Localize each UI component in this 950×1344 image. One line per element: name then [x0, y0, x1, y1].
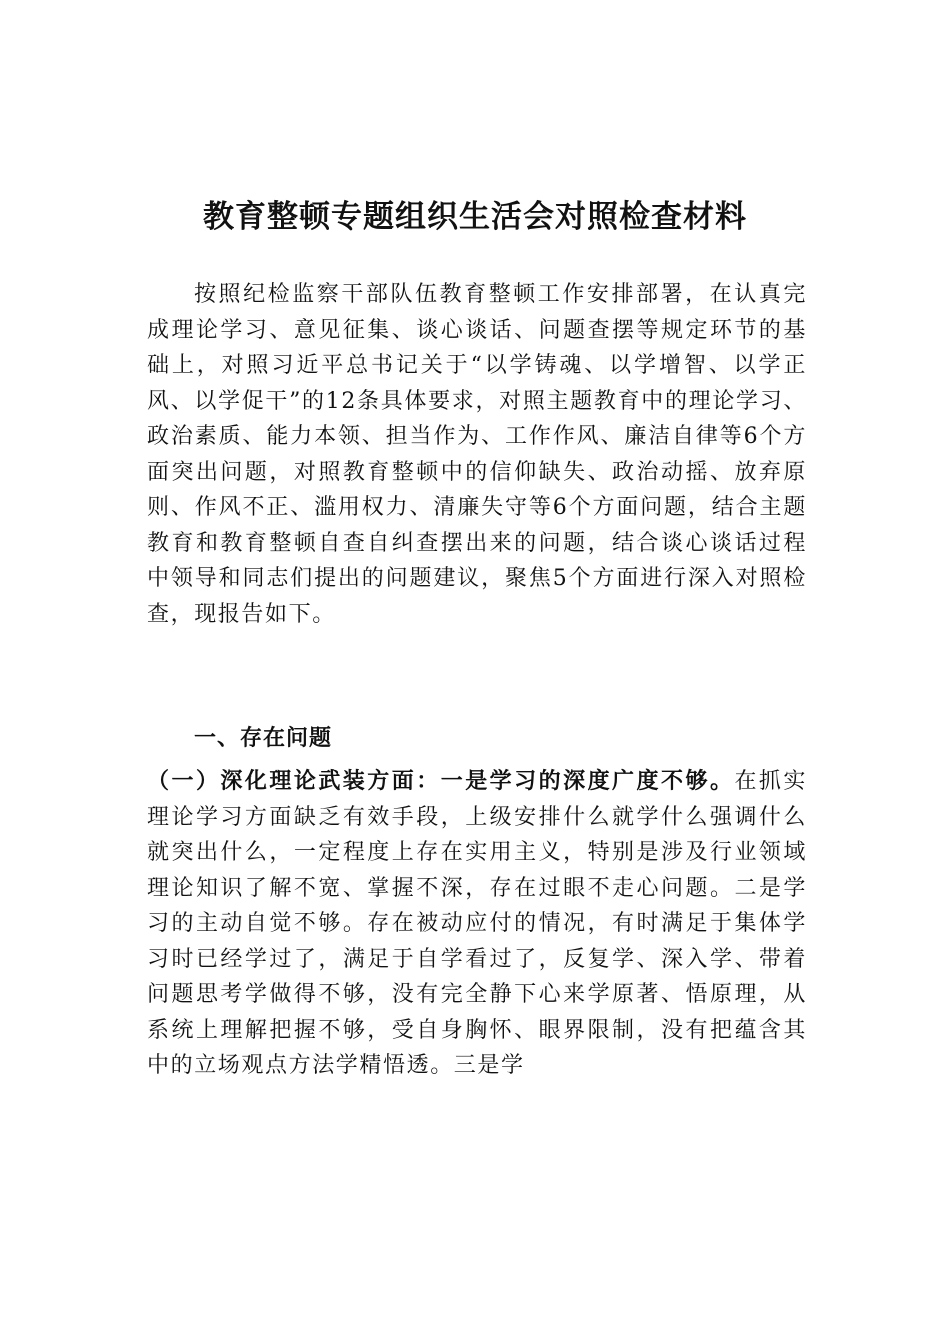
intro-paragraph: 按照纪检监察干部队伍教育整顿工作安排部署，在认真完成理论学习、意见征集、谈心谈话、问题查摆等规定环节的基础上，对照习近平总书记关于“以学铸魂、以学增智、以学正风、以学促干”的12条具体要求，对照主题教育中的理论学习、政治素质、能力本领、担当作为、工作作风、廉洁自律等6个方面突出问题，对照教育整顿中的信仰缺失、政治动摇、放弃原则、作风不正、滥用权力、清廉失守等6个方面问题，结合主题教育和教育整顿自查自纠查摆出来的问题，结合谈心谈话过程中领导和同志们提出的问题建议，聚焦5个方面进行深入对照检查，现报告如下。	[147, 282, 807, 627]
subsection-heading: （一）深化理论武装方面：一是学习的深度广度不够。	[147, 768, 735, 794]
subsection-text: 在抓实理论学习方面缺乏有效手段，上级安排什么就学什么强调什么就突出什么，一定程度上存在实用主义，特别是涉及行业领域理论知识了解不宽、掌握不深，存在过眼不走心问题。二是学习的主动自觉不够。存在被动应付的情况，有时满足于集体学习时已经学过了，满足于自学看过了，反复学、深入学、带着问题思考学做得不够，没有完全静下心来学原著、悟原理，从系统上理解把握不够，受自身胸怀、眼界限制，没有把蕴含其中的立场观点方法学精悟透。三是学	[147, 769, 807, 1078]
document-title: 教育整顿专题组织生活会对照检查材料	[203, 198, 747, 235]
section-heading: 一、存在问题	[194, 726, 333, 751]
subsection-paragraph	[147, 764, 807, 1084]
